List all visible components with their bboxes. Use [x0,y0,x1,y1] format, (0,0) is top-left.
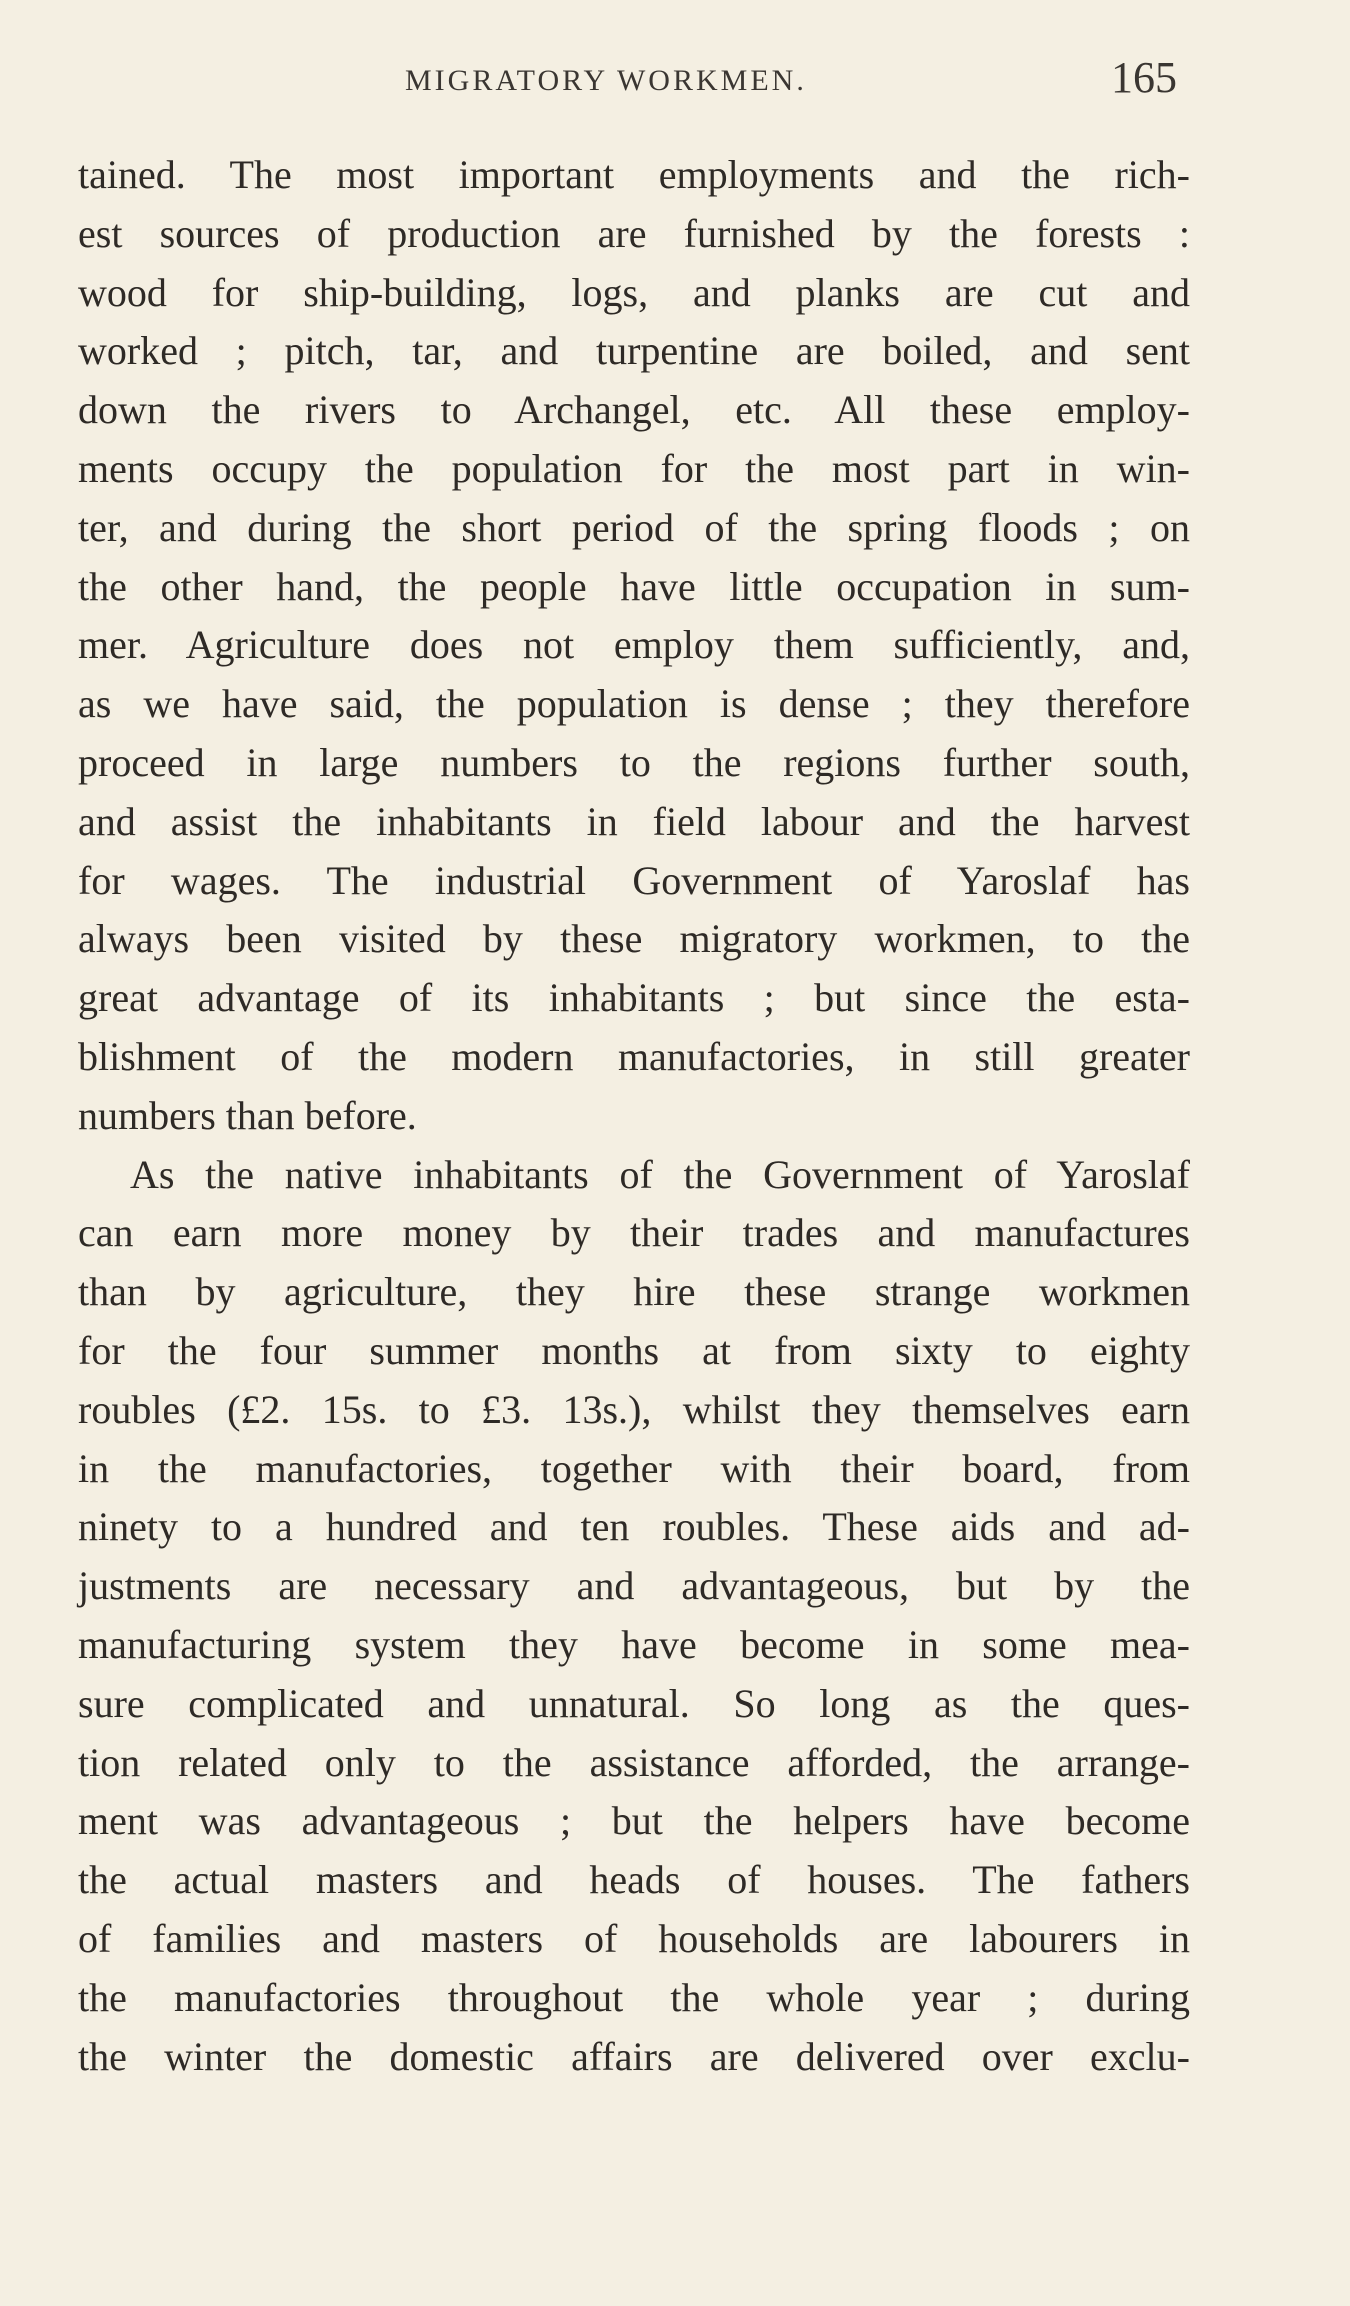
text-line: down the rivers to Archangel, etc. All these employ- [78,387,1190,433]
text-line: as we have said, the population is dense ; they therefore [78,681,1190,727]
text-line: for wages. The industrial Government of Yaroslaf has [78,857,1190,903]
text-line: ter, and during the short period of the spring floods ; on [78,504,1190,550]
running-head-title: MIGRATORY WORKMEN. [405,64,807,97]
text-line: ninety to a hundred and ten roubles. These aids and ad- [78,1504,1190,1550]
running-head [0,52,1350,104]
text-line: justments are necessary and advantageous, but by the [78,1563,1190,1609]
text-line: blishment of the modern manufactories, in still greater [78,1033,1190,1079]
text-line: tained. The most important employments and the rich- [78,152,1190,197]
text-line: wood for ship-building, logs, and planks are cut and [78,269,1190,315]
text-line: the actual masters and heads of houses. The fathers [78,1857,1190,1903]
body-text [78,146,1190,2086]
text-line: mer. Agriculture does not employ them sufficiently, and, [78,622,1190,668]
text-line: and assist the inhabitants in field labour and the harvest [78,798,1190,844]
text-line: the winter the domestic affairs are delivered over exclu- [78,2033,1190,2079]
text-line: the manufactories throughout the whole year ; during [78,1974,1190,2020]
text-line: for the four summer months at from sixty to eighty [78,1327,1190,1373]
text-line: the other hand, the people have little occupation in sum- [78,563,1190,609]
text-line: roubles (£2. 15s. to £3. 13s.), whilst they themselves earn [78,1386,1190,1432]
paragraph-last-line: numbers than before. [78,1092,417,1138]
text-line: sure complicated and unnatural. So long as the ques- [78,1680,1190,1726]
paragraph-first-line: As the native inhabitants of the Government of Yaroslaf [130,1151,1190,1197]
text-line: can earn more money by their trades and manufactures [78,1210,1190,1256]
text-line: always been visited by these migratory workmen, to the [78,916,1190,962]
text-line: than by agriculture, they hire these strange workmen [78,1269,1190,1315]
text-line: est sources of production are furnished by the forests : [78,210,1190,256]
text-line: worked ; pitch, tar, and turpentine are boiled, and sent [78,328,1190,374]
text-line: ments occupy the population for the most part in win- [78,445,1190,491]
text-line: tion related only to the assistance afforded, the arrange- [78,1739,1190,1785]
text-line: proceed in large numbers to the regions further south, [78,739,1190,785]
text-line: ment was advantageous ; but the helpers have become [78,1798,1190,1844]
page-number: 165 [1111,53,1177,102]
text-line: of families and masters of households are labourers in [78,1915,1190,1961]
text-line: great advantage of its inhabitants ; but since the esta- [78,975,1190,1021]
text-line: in the manufactories, together with their board, from [78,1445,1190,1491]
text-line: manufacturing system they have become in some mea- [78,1621,1190,1667]
